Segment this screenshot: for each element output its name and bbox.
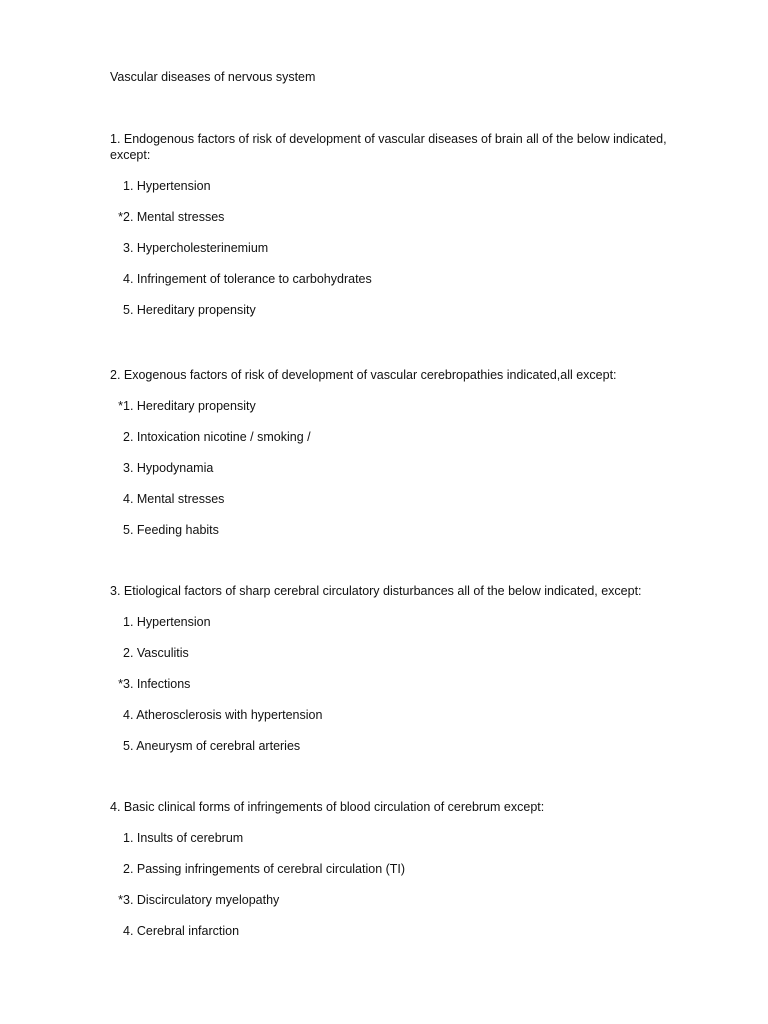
question-4 (110, 799, 710, 954)
option-item (110, 923, 710, 954)
option-text: 2. Passing infringements of cerebral circulation (TI) (123, 862, 406, 876)
option-item (110, 614, 710, 645)
option-item (110, 676, 710, 707)
option-item (110, 460, 710, 491)
options-list (110, 398, 710, 553)
option-text: 3. Infections (123, 677, 191, 691)
option-text: 5. Hereditary propensity (123, 303, 256, 317)
option-item (110, 302, 710, 333)
question-2 (110, 367, 710, 553)
correct-marker: * (118, 893, 123, 907)
option-item (110, 209, 710, 240)
option-text: 5. Aneurysm of cerebral arteries (123, 739, 301, 753)
question-stem: 1. Endogenous factors of risk of development of vascular diseases of brain all of the below indicated, except: (110, 132, 667, 162)
question-stem: 2. Exogenous factors of risk of development of vascular cerebropathies indicated,all except: (110, 368, 617, 382)
option-item (110, 892, 710, 923)
option-text: 1. Insults of cerebrum (123, 831, 244, 845)
option-text: 3. Discirculatory myelopathy (123, 893, 280, 907)
options-list (110, 830, 710, 954)
option-item (110, 271, 710, 302)
correct-marker: * (118, 399, 123, 413)
option-text: 2. Intoxication nicotine / smoking / (123, 430, 311, 444)
option-text: 4. Cerebral infarction (123, 924, 240, 938)
option-item (110, 178, 710, 209)
document-title: Vascular diseases of nervous system (110, 70, 316, 84)
option-text: 1. Hypertension (123, 615, 211, 629)
option-item (110, 522, 710, 553)
question-3 (110, 583, 710, 769)
option-text: 2. Mental stresses (123, 210, 225, 224)
question-1 (110, 131, 710, 333)
option-item (110, 491, 710, 522)
option-text: 5. Feeding habits (123, 523, 219, 537)
option-text: 1. Hereditary propensity (123, 399, 256, 413)
option-item (110, 861, 710, 892)
question-stem: 3. Etiological factors of sharp cerebral circulatory disturbances all of the below indicated, except: (110, 584, 642, 598)
options-list (110, 614, 710, 769)
option-item (110, 738, 710, 769)
correct-marker: * (118, 210, 123, 224)
question-stem: 4. Basic clinical forms of infringements of blood circulation of cerebrum except: (110, 800, 545, 814)
option-text: 2. Vasculitis (123, 646, 189, 660)
option-text: 4. Infringement of tolerance to carbohydrates (123, 272, 372, 286)
option-item (110, 429, 710, 460)
option-item (110, 830, 710, 861)
option-text: 4. Atherosclerosis with hypertension (123, 708, 323, 722)
option-item (110, 645, 710, 676)
correct-marker: * (118, 677, 123, 691)
options-list (110, 178, 710, 333)
option-item (110, 707, 710, 738)
option-text: 4. Mental stresses (123, 492, 225, 506)
option-item (110, 398, 710, 429)
option-text: 3. Hypodynamia (123, 461, 214, 475)
option-text: 3. Hypercholesterinemium (123, 241, 269, 255)
option-text: 1. Hypertension (123, 179, 211, 193)
option-item (110, 240, 710, 271)
